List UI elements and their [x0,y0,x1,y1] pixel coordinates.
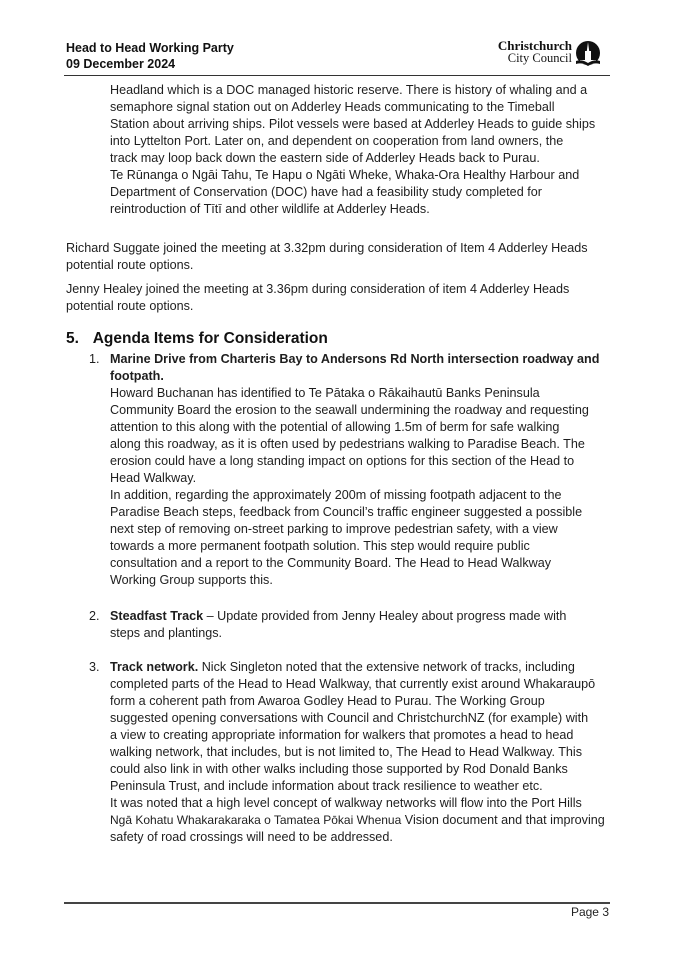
text-line: into Lyttelton Port. Later on, and dependent on cooperation from land owners, the [110,134,564,148]
text-line: attention to this along with the potential of allowing 1.5m of berm for safe walking [110,420,560,434]
header-title: Head to Head Working Party [66,41,234,55]
item-bold-lead: Steadfast Track [110,609,204,623]
text-line: erosion could have a long standing impact on options for this section of the Head to [110,454,575,468]
council-logo [482,40,602,70]
section-heading [66,330,328,348]
text-line: Jenny Healey joined the meeting at 3.36pm during consideration of item 4 Adderley Heads [66,282,570,296]
attendance-note [66,240,616,274]
text-line: Working Group supports this. [110,573,273,587]
item-number: 1. [89,352,100,366]
text-line: towards a more permanent footpath solution. This step would require public [110,539,530,553]
text-line: Richard Suggate joined the meeting at 3.32pm during consideration of Item 4 Adderley Heads [66,241,588,255]
text-line: Headland which is a DOC managed historic reserve. There is history of whaling and a [110,83,588,97]
text-line: semaphore signal station out on Adderley Heads communicating to the Timeball [110,100,555,114]
text-line [110,812,620,829]
text-line: Department of Conservation (DOC) have had a feasibility study completed for [110,185,542,199]
text-line: could also link in with other walks including those supported by Rod Donald Banks [110,762,568,776]
item-heading-line: Marine Drive from Charteris Bay to Andersons Rd North intersection roadway and [110,352,600,366]
text-line: potential route options. [66,299,194,313]
page-number: Page 3 [570,905,609,919]
text-line: safety of road crossings will need to be addressed. [110,830,393,844]
text-line: Community Board the erosion to the seawall undermining the roadway and requesting [110,403,589,417]
text-span: Nick Singleton noted that the extensive network of tracks, including [198,660,575,674]
text-span: Vision document and that improving [401,813,605,827]
text-line: Te Rūnanga o Ngāi Tahu, Te Hapu o Ngāti Wheke, Whaka-Ora Healthy Harbour and [110,168,580,182]
text-span: – Update provided from Jenny Healey about progress made with [203,609,567,623]
attendance-note [66,281,616,315]
cathedral-spire-icon [574,40,602,68]
text-line: Paradise Beach steps, feedback from Council’s traffic engineer suggested a possible [110,505,583,519]
text-line: track may loop back down the eastern side of Adderley Heads back to Purau. [110,151,540,165]
footer-divider [64,902,610,904]
item-heading-line: footpath. [110,369,164,383]
text-line [110,608,620,625]
text-line: walking network, that includes, but is not limited to, The Head to Head Walkway. This [110,745,583,759]
header-date: 09 December 2024 [66,57,176,71]
text-line: steps and plantings. [110,626,223,640]
text-line: next step of removing on-street parking to improve pedestrian safety, with a view [110,522,558,536]
text-line: along this roadway, as it is often used by pedestrians walking to Paradise Beach. The [110,437,585,451]
continuation-paragraph [110,82,620,218]
item-number: 3. [89,660,100,674]
text-line: consultation and a report to the Community Board. The Head to Head Walkway [110,556,552,570]
text-line: suggested opening conversations with Council and ChristchurchNZ (for example) with [110,711,589,725]
logo-line-2: City Council [507,51,572,65]
text-line: reintroduction of Tītī and other wildlife at Adderley Heads. [110,202,430,216]
text-line: Station about arriving ships. Pilot vessels were based at Adderley Heads to guide ships [110,117,596,131]
text-line: a view to creating appropriate information for walkers that promotes a head to head [110,728,574,742]
text-line: Peninsula Trust, and include information about track resilience to weather etc. [110,779,543,793]
text-line: Howard Buchanan has identified to Te Pātaka o Rākaihautū Banks Peninsula [110,386,540,400]
text-line: completed parts of the Head to Head Walkway, that currently exist around Whakaraupō [110,677,596,691]
section-title-text: Agenda Items for Consideration [92,330,328,347]
text-line: Head Walkway. [110,471,197,485]
item-number: 2. [89,609,100,623]
item-bold-lead: Track network. [110,660,199,674]
text-line: It was noted that a high level concept of walkway networks will flow into the Port Hills [110,796,582,810]
logo-line-1: Christchurch [497,38,572,53]
text-line: In addition, regarding the approximately 200m of missing footpath adjacent to the [110,488,562,502]
text-line: form a coherent path from Awaroa Godley Head to Purau. The Working Group [110,694,545,708]
maori-title-span: Ngā Kohatu Whakarakaraka o Tamatea Pōkai Whenua [110,813,402,827]
text-line: potential route options. [66,258,194,272]
text-line [110,659,620,676]
header-divider [64,75,610,76]
section-number: 5. [66,330,79,347]
